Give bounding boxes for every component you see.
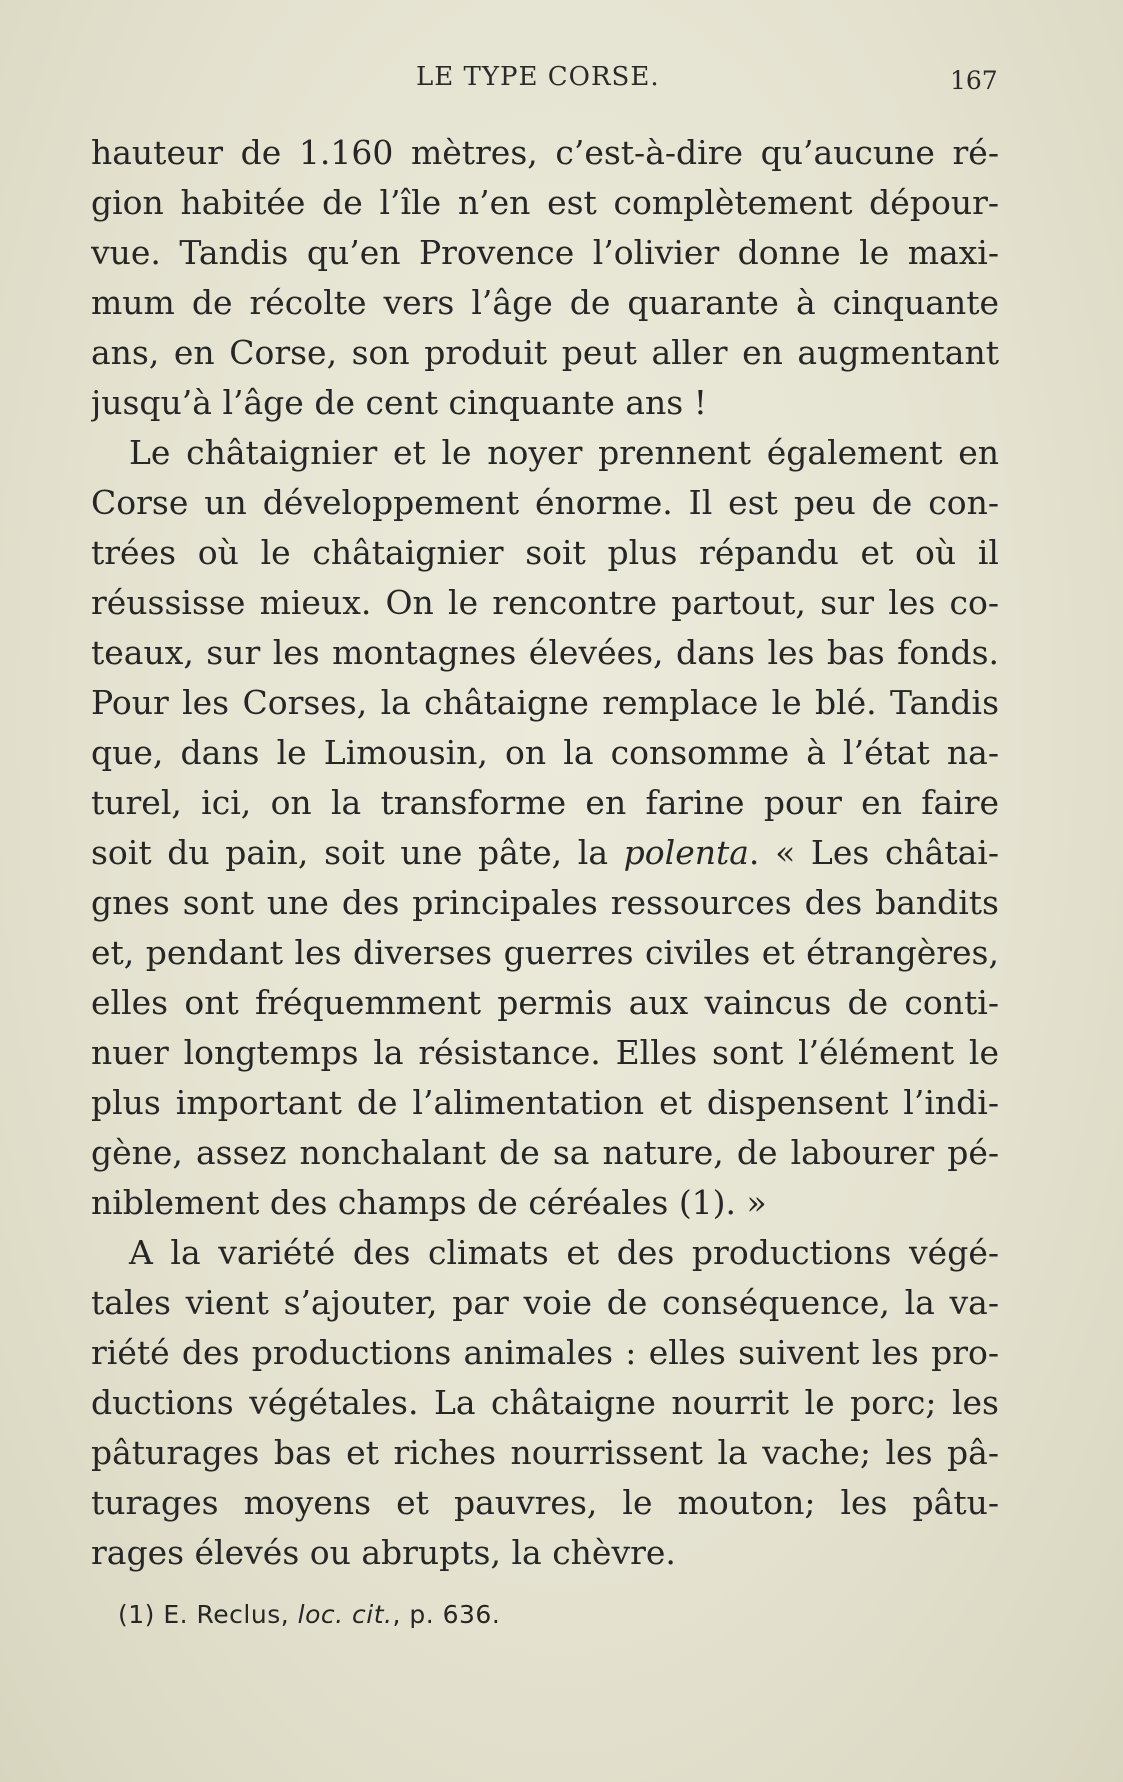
text-line: niblement des champs de céréales (1). » — [91, 1183, 767, 1222]
body-text — [91, 128, 999, 1578]
text-line: ductions végétales. La châtaigne nourrit le porc; les — [91, 1383, 999, 1422]
text-line: turages moyens et pauvres, le mouton; les pâtu- — [91, 1483, 999, 1522]
text-line: gène, assez nonchalant de sa nature, de labourer pé- — [91, 1133, 999, 1172]
text-segment: soit du pain, soit une pâte, la — [91, 833, 624, 872]
page-number: 167 — [950, 66, 998, 95]
text-line: Corse un développement énorme. Il est peu de con- — [91, 483, 999, 522]
running-head — [0, 62, 1123, 102]
text-line: mum de récolte vers l’âge de quarante à cinquante — [91, 283, 999, 322]
footnote-italic: loc. cit. — [297, 1600, 393, 1629]
text-line: nuer longtemps la résistance. Elles sont l’élément le — [91, 1033, 999, 1072]
text-line: Le châtaignier et le noyer prennent également en — [129, 433, 999, 472]
text-line: elles ont fréquemment permis aux vaincus de conti- — [91, 983, 999, 1022]
text-line: ans, en Corse, son produit peut aller en augmentant — [91, 333, 999, 372]
text-line: réussisse mieux. On le rencontre partout, sur les co- — [91, 583, 999, 622]
text-line: pâturages bas et riches nourrissent la vache; les pâ- — [91, 1433, 999, 1472]
text-segment: . « Les châtai- — [748, 833, 999, 872]
text-line: riété des productions animales : elles suivent les pro- — [91, 1333, 999, 1372]
text-line: Pour les Corses, la châtaigne remplace le blé. Tandis — [91, 683, 999, 722]
text-line: jusqu’à l’âge de cent cinquante ans ! — [91, 383, 707, 422]
text-line: vue. Tandis qu’en Provence l’olivier donne le maxi- — [91, 233, 999, 272]
text-line: plus important de l’alimentation et dispensent l’indi- — [91, 1083, 999, 1122]
footnote — [118, 1600, 500, 1629]
text-line: et, pendant les diverses guerres civiles et étrangères, — [91, 933, 999, 972]
text-line: gnes sont une des principales ressources des bandits — [91, 883, 999, 922]
text-line: que, dans le Limousin, on la consomme à l’état na- — [91, 733, 999, 772]
text-line-polenta — [91, 828, 999, 878]
text-line: trées où le châtaignier soit plus répandu et où il — [91, 533, 999, 572]
footnote-prefix: (1) E. Reclus, — [118, 1600, 298, 1629]
text-line: teaux, sur les montagnes élevées, dans les bas fonds. — [91, 633, 999, 672]
text-line: gion habitée de l’île n’en est complètement dépour- — [91, 183, 999, 222]
text-line: A la variété des climats et des productions végé- — [129, 1233, 999, 1272]
italic-word: polenta — [623, 833, 749, 872]
footnote-suffix: , p. 636. — [392, 1600, 501, 1629]
text-line: turel, ici, on la transforme en farine pour en faire — [91, 783, 999, 822]
running-title: LE TYPE CORSE. — [416, 62, 660, 92]
text-line: hauteur de 1.160 mètres, c’est-à-dire qu’aucune ré- — [91, 133, 999, 172]
text-line: rages élevés ou abrupts, la chèvre. — [91, 1533, 676, 1572]
text-line: tales vient s’ajouter, par voie de conséquence, la va- — [91, 1283, 999, 1322]
